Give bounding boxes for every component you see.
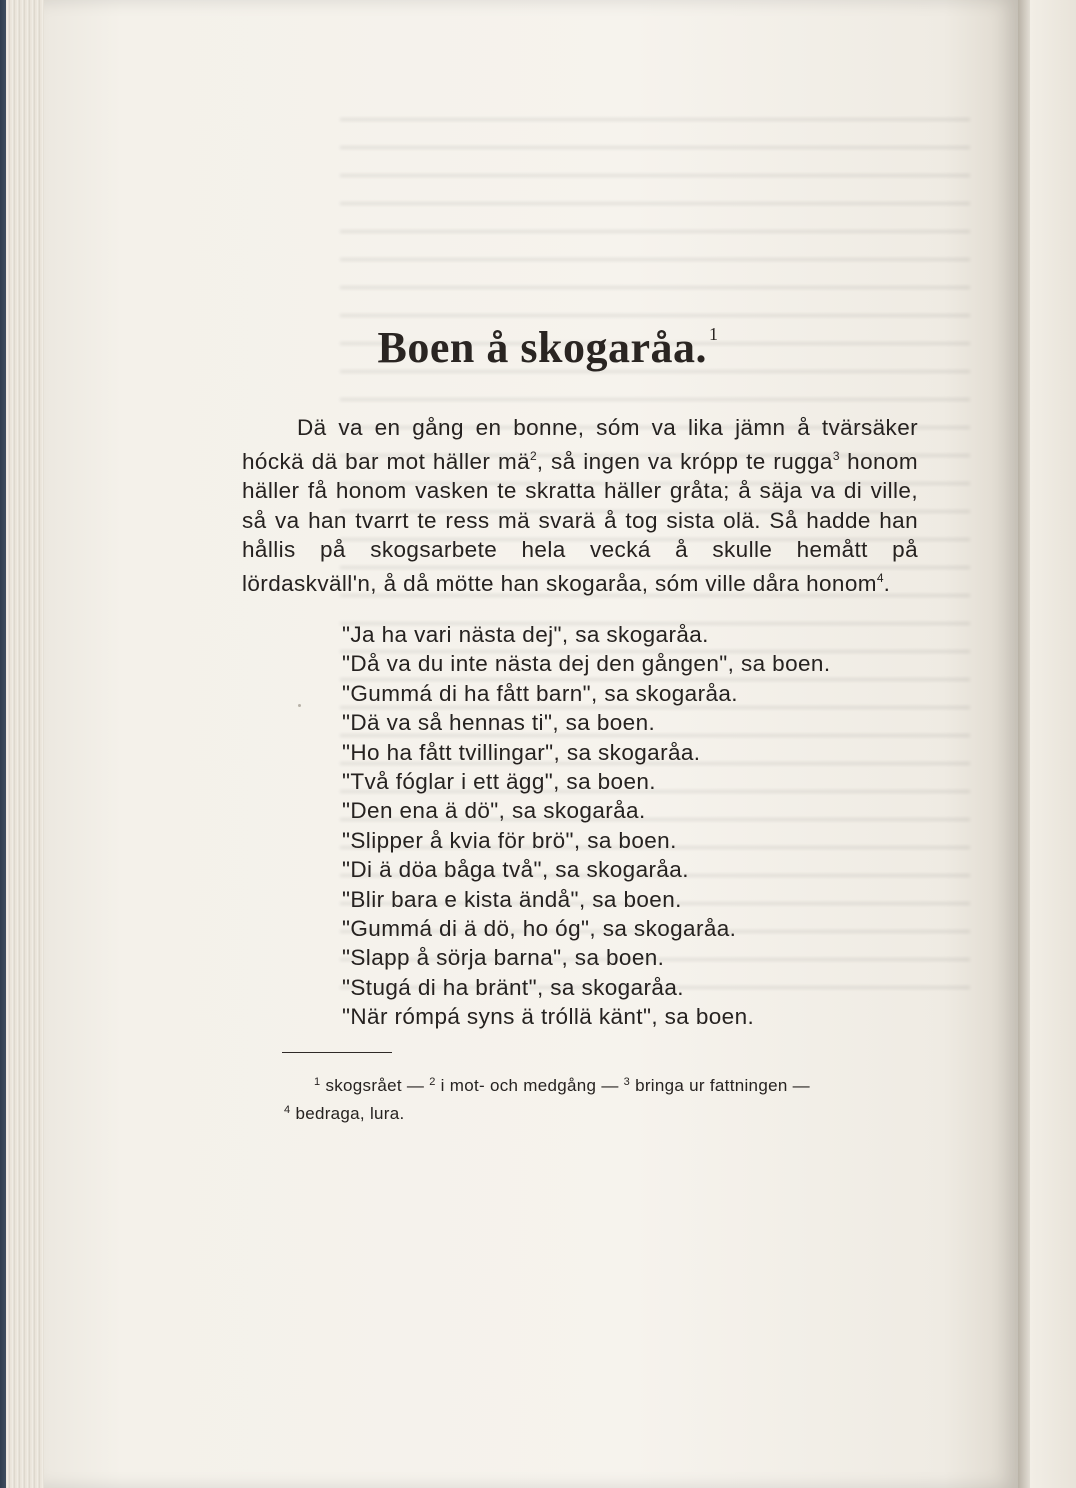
footnote-divider — [282, 1052, 392, 1053]
footnote-number: 2 — [429, 1076, 436, 1088]
footnote-line — [284, 1070, 914, 1098]
dialogue-line: "När rómpá syns ä tróllä känt", sa boen. — [342, 1004, 755, 1030]
page-title — [44, 322, 1022, 373]
paragraph-text: , så ingen va krópp te rugga — [536, 449, 833, 475]
footnote-number: 3 — [623, 1076, 631, 1088]
footnote-number: 1 — [314, 1076, 321, 1088]
footnote-ref: 4 — [876, 571, 884, 586]
footnote-ref: 2 — [530, 449, 537, 464]
footnote-text: skogsrået — — [320, 1076, 430, 1095]
paragraph-text: honom häller få honom vasken te skratta häller gråta; å säja va di ville, så va han tvarrt te ress mä svarä å tog sista olä. Så hadde han hållis på skogsarbete hela vecká å skulle hemått på lördaskväll'n, å då mötte han skogaråa, sóm ville dåra honom — [242, 449, 918, 597]
opening-paragraph — [242, 413, 918, 598]
paragraph-text: Dä va en gång en bonne, sóm va lika jämn å tvärsäker hóckä dä bar mot häller mä — [242, 415, 918, 475]
dialogue-line: "Två fóglar i ett ägg", sa boen. — [342, 769, 656, 795]
title-footnote-marker: 1 — [708, 324, 719, 344]
dialogue-line: "Gummá di ha fått barn", sa skogaråa. — [342, 680, 738, 706]
dialogue-line: "Blir bara e kista ändå", sa boen. — [342, 886, 682, 912]
footnote-text: bringa ur fattningen — — [630, 1076, 810, 1095]
dialogue-line: "Stugá di ha bränt", sa skogaråa. — [342, 974, 684, 1000]
dialogue-line: "Dä va så hennas ti", sa boen. — [342, 710, 656, 736]
paragraph-text: . — [883, 571, 891, 597]
footnotes — [284, 1070, 914, 1126]
footnote-text: i mot- och medgång — — [435, 1076, 624, 1095]
dialogue-line: "Gummá di ä dö, ho óg", sa skogaråa. — [342, 916, 737, 942]
dialogue-line: "Slapp å sörja barna", sa boen. — [342, 945, 665, 971]
story-paragraph — [242, 413, 918, 598]
footnote-line — [284, 1098, 914, 1126]
footnote-number: 4 — [284, 1104, 291, 1116]
footnote-text: bedraga, lura. — [290, 1104, 405, 1123]
facing-page-edge — [1030, 0, 1076, 1488]
footnote-ref: 3 — [832, 449, 840, 464]
dialogue-line: "Den ena ä dö", sa skogaråa. — [342, 798, 646, 824]
dialogue-line: "Ja ha vari nästa dej", sa skogaråa. — [342, 622, 709, 647]
title-text: Boen å skogaråa. — [377, 323, 707, 372]
dialogue-line: "Då va du inte nästa dej den gången", sa boen. — [342, 651, 831, 677]
dialogue-block — [286, 620, 926, 1032]
dialogue-line: "Slipper å kvia för brö", sa boen. — [342, 827, 677, 853]
dialogue-line: "Ho ha fått tvillingar", sa skogaråa. — [342, 739, 701, 765]
dialogue-line: "Di ä döa båga två", sa skogaråa. — [342, 857, 689, 883]
